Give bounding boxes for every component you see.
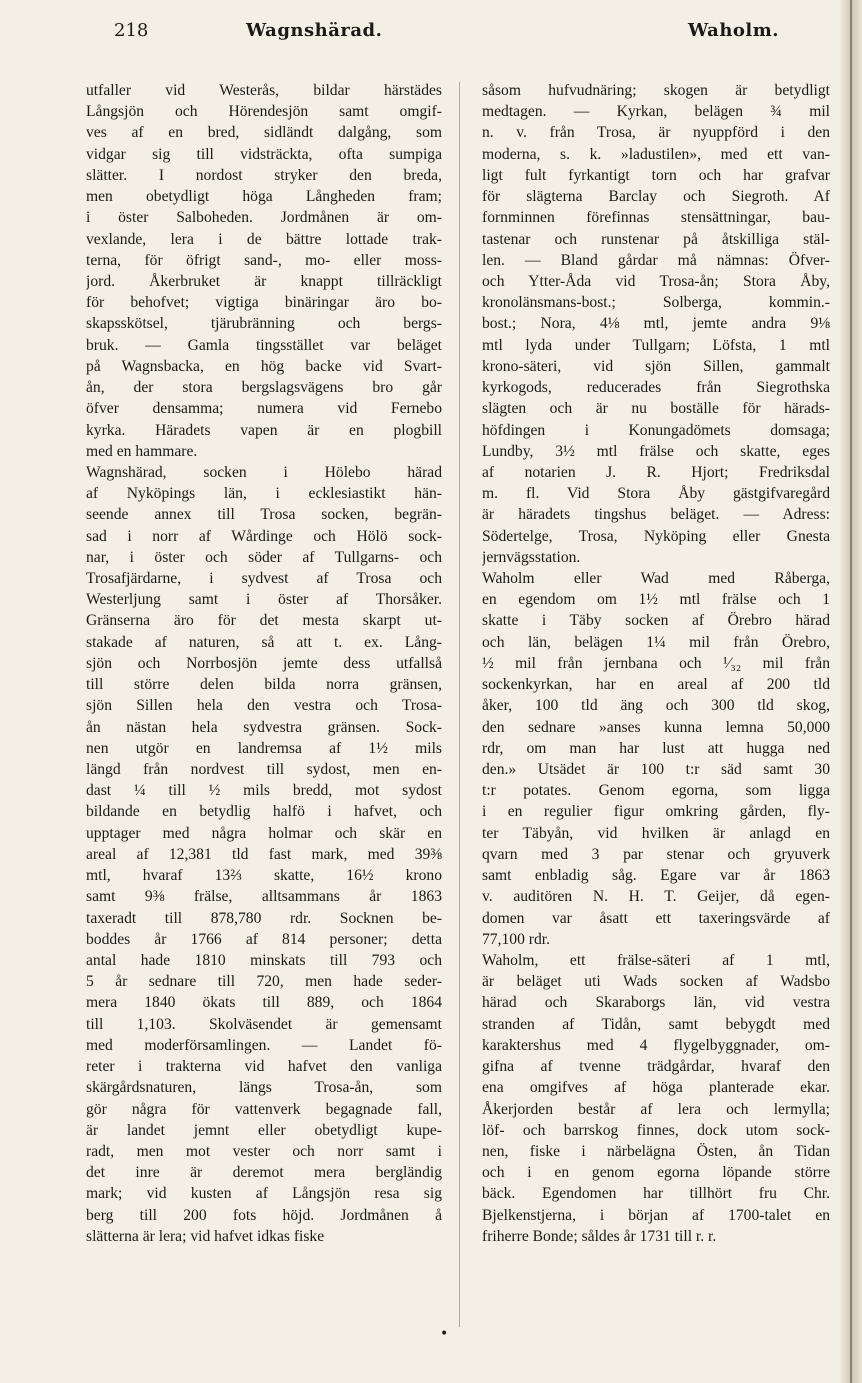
text-line: Gränserna äro för det mesta skarpt ut- (86, 612, 442, 630)
text-line: höfdingen i Konungadömets domsaga; (482, 421, 830, 439)
text-line: antal hade 1810 minskats till 793 och (86, 951, 442, 969)
text-line: jernvägsstation. (482, 548, 581, 566)
text-line: Wagnshärad, socken i Hölebo härad (86, 463, 442, 481)
text-line: en egendom om 1½ mtl frälse och 1 (482, 591, 830, 609)
text-line: friherre Bonde; såldes år 1731 till r. r. (482, 1227, 717, 1245)
text-line: bruk. — Gamla tingsstället var beläget (86, 336, 442, 354)
text-line: samt 9⅜ frälse, alltsammans år 1863 (86, 888, 442, 906)
text-line: vidgar sig till vidsträckta, ofta sumpiga (86, 145, 442, 163)
text-line: seende annex till Trosa socken, begrän- (86, 506, 442, 524)
text-line: till 1,103. Skolväsendet är gemensamt (86, 1015, 442, 1033)
text-line: och län, belägen 1¼ mil från Örebro, (482, 633, 830, 651)
text-line: ån, der stora bergslagsvägens bro går (86, 379, 442, 397)
text-line: med en hammare. (86, 442, 198, 460)
text-line: dast ¼ till ½ mils bredd, mot sydost (86, 782, 442, 800)
text-line: för behofvet; vigtiga binäringar äro bo- (86, 294, 442, 312)
text-line: jord. Åkerbruket är knappt tillräckligt (86, 272, 442, 290)
text-line: mtl, hvaraf 13⅔ skatte, 16½ krono (86, 867, 442, 885)
text-line: tastenar och runstenar på åtskilliga stäl- (482, 230, 830, 248)
column-divider (459, 82, 460, 1327)
text-line: fornminnen förefinnas stensättningar, bau- (482, 209, 830, 227)
text-line: Bjelkenstjerna, i början af 1700-talet en (482, 1206, 830, 1224)
text-line: ves af en bred, sidländt dalgång, som (86, 124, 442, 142)
text-line: reter i trakterna vid hafvet den vanliga (86, 1058, 442, 1076)
text-line: nar, i öster och söder af Tullgarns- och (86, 548, 442, 566)
text-line: i öster Salboheden. Jordmånen är om- (86, 209, 442, 227)
text-line: ån nästan hela sydvestra gränsen. Sock- (86, 718, 442, 736)
text-line: Trosafjärdarne, i sydvest af Trosa och (86, 570, 442, 588)
text-line: nen, fiske i närbelägna Östen, ån Tidan (482, 1142, 830, 1160)
text-line: Långsjön och Hörendesjön samt omgif- (86, 103, 442, 121)
text-line: längd från nordvest till sydost, men en- (86, 761, 442, 778)
text-line: är landet jemnt eller obetydligt kupe- (86, 1121, 442, 1139)
text-line: kyrka. Häradets vapen är en plogbill (86, 421, 442, 439)
text-line: Waholm, ett frälse-säteri af 1 mtl, (482, 951, 830, 969)
text-line: kyrkogods, reducerades från Siegrothska (482, 379, 830, 397)
text-line: ligt fult fyrkantigt torn och har grafvar (482, 166, 830, 184)
running-title-left: Wagnshärad. (246, 20, 383, 41)
text-line: rdr, om man har lust att hugga ned (482, 739, 830, 757)
text-line: samt enbladig såg. Egare var år 1863 (482, 867, 830, 885)
text-line: ter Täbyån, vid hvilken är anlagd en (482, 824, 830, 842)
text-line: och Ytter-Åda vid Trosa-ån; Stora Åby, (482, 272, 830, 290)
text-line: skatte i Täby socken af Örebro härad (482, 612, 830, 630)
text-line: radt, men mot vester och norr samt i (86, 1142, 442, 1160)
text-line: till större delen bilda norra gränsen, (86, 676, 442, 694)
text-line: nen utgör en landremsa af 1½ mils (86, 739, 442, 757)
text-line: slätterna är lera; vid hafvet idkas fiske (86, 1227, 325, 1245)
text-line: stakade af naturen, så att t. ex. Lång- (86, 633, 442, 651)
text-line: ½ mil från jernbana och ¹⁄₃₂ mil från (482, 654, 830, 672)
text-line: n. v. från Trosa, är nyuppförd i den (482, 124, 830, 142)
text-line: på Wagnsbacka, en hög backe vid Svart- (86, 357, 442, 375)
text-line: gör några för vattenverk begagnade fall, (86, 1100, 442, 1118)
text-line: slägten och är nu boställe för härads- (482, 400, 830, 418)
text-line: v. auditören N. H. T. Geijer, då egen- (482, 888, 830, 906)
text-line: i en regulier figur omkring gården, fly- (482, 803, 830, 821)
text-line: areal af 12,381 tld fast mark, med 39⅜ (86, 845, 442, 863)
text-line: t:r potates. Genom egorna, som ligga (482, 782, 830, 800)
text-line: och i en genom egorna löpande större (482, 1164, 830, 1182)
page-edge-line (850, 0, 852, 1383)
text-line: len. — Bland gårdar må nämnas: Öfver- (482, 251, 830, 269)
text-line: karaktershus med 4 flygelbyggnader, om- (482, 1036, 830, 1054)
text-line: åker, 100 tld äng och 300 tld skog, (482, 697, 830, 715)
text-line: skapsskötsel, tjärubränning och bergs- (86, 315, 442, 333)
text-line: löf- och barrskog finnes, dock utom sock- (482, 1121, 830, 1139)
text-line: utfaller vid Westerås, bildar härstädes (86, 82, 442, 99)
text-line: 5 år sednare till 720, men hade seder- (86, 973, 442, 991)
text-line: såsom hufvudnäring; skogen är betydligt (482, 82, 830, 99)
text-line: härad och Skaraborgs län, vid vestra (482, 994, 830, 1012)
text-line: vexlande, lera i de bättre lottade trak- (86, 230, 442, 248)
text-line: mera 1840 ökats till 889, och 1864 (86, 994, 442, 1012)
text-line: bost.; Nora, 4⅛ mtl, jemte andra 9⅛ (482, 315, 830, 333)
text-line: Waholm eller Wad med Råberga, (482, 570, 830, 588)
text-line: den.» Utsädet är 100 t:r säd samt 30 (482, 761, 830, 778)
text-line: det inre är deremot mera bergländig (86, 1164, 442, 1182)
text-line: Åkerjorden består af lera och lermylla; (482, 1100, 830, 1118)
text-line: med moderförsamlingen. — Landet fö- (86, 1036, 442, 1054)
text-line: af notarien J. R. Hjort; Fredriksdal (482, 463, 830, 481)
text-line: moderna, s. k. »ladustilen», med ett van- (482, 145, 830, 163)
text-line: för slägterna Barclay och Siegroth. Af (482, 188, 830, 206)
text-line: bildande en betydlig halfö i hafvet, och (86, 803, 442, 821)
text-line: stranden af Tidån, samt bebygdt med (482, 1015, 830, 1033)
text-line: qvarn med 3 par stenar och gryuverk (482, 845, 830, 863)
text-line: boddes år 1766 af 814 personer; detta (86, 930, 442, 948)
text-line: kronolänsmans-bost.; Solberga, kommin.- (482, 294, 830, 312)
text-line: sjön och Norrbosjön jemte dess utfallså (86, 654, 442, 672)
text-line: men obetydligt höga Långheden fram; (86, 188, 442, 206)
text-line: af Nyköpings län, i ecklesiastikt hän- (86, 485, 442, 503)
text-line: 77,100 rdr. (482, 930, 551, 948)
text-line: är beläget uti Wads socken af Wadsbo (482, 973, 830, 991)
text-line: gifna af tvenne trädgårdar, hvaraf den (482, 1058, 830, 1076)
left-column (86, 80, 442, 1247)
text-line: slätter. I nordost stryker den breda, (86, 166, 442, 184)
right-column (482, 80, 830, 1247)
text-line: Lundby, 3½ mtl frälse och skatte, eges (482, 442, 830, 460)
text-line: sockenkyrkan, har en areal af 200 tld (482, 676, 830, 694)
text-line: taxeradt till 878,780 rdr. Socknen be- (86, 909, 442, 927)
text-line: den sednare »anses kunna lemna 50,000 (482, 718, 830, 736)
text-line: öfver densamma; numera vid Fernebo (86, 400, 442, 418)
text-line: mark; vid kusten af Långsjön resa sig (86, 1185, 442, 1203)
text-line: domen var åsatt ett taxeringsvärde af (482, 909, 830, 927)
text-line: är häradets tingshus beläget. — Adress: (482, 506, 830, 524)
text-line: bäck. Egendomen har tillhört fru Chr. (482, 1185, 830, 1203)
text-line: krono-säteri, vid sjön Sillen, gammalt (482, 357, 830, 375)
text-line: upptager med några holmar och skär en (86, 824, 442, 842)
page-number: 218 (114, 20, 149, 41)
text-line: sjön Sillen hela den vestra och Trosa- (86, 697, 442, 715)
text-line: Westerljung samt i öster af Thorsåker. (86, 591, 442, 609)
text-line: mtl lyda under Tullgarn; Löfsta, 1 mtl (482, 336, 830, 354)
text-line: Södertelge, Trosa, Nyköping eller Gnesta (482, 527, 830, 545)
page-header (96, 14, 824, 44)
text-line: berg till 200 fots höjd. Jordmånen å (86, 1206, 442, 1224)
text-line: skärgårdsnaturen, längs Trosa-ån, som (86, 1079, 442, 1097)
running-title-right: Waholm. (688, 20, 780, 41)
text-line: ena omgifves af höga planterade ekar. (482, 1079, 830, 1097)
text-line: m. fl. Vid Stora Åby gästgifvaregård (482, 485, 830, 503)
text-line: terna, för öfrigt sand-, mo- eller moss- (86, 251, 442, 269)
signature-mark: • (440, 1326, 449, 1342)
text-line: medtagen. — Kyrkan, belägen ¾ mil (482, 103, 830, 121)
text-line: sad i norr af Wårdinge och Hölö sock- (86, 527, 442, 545)
